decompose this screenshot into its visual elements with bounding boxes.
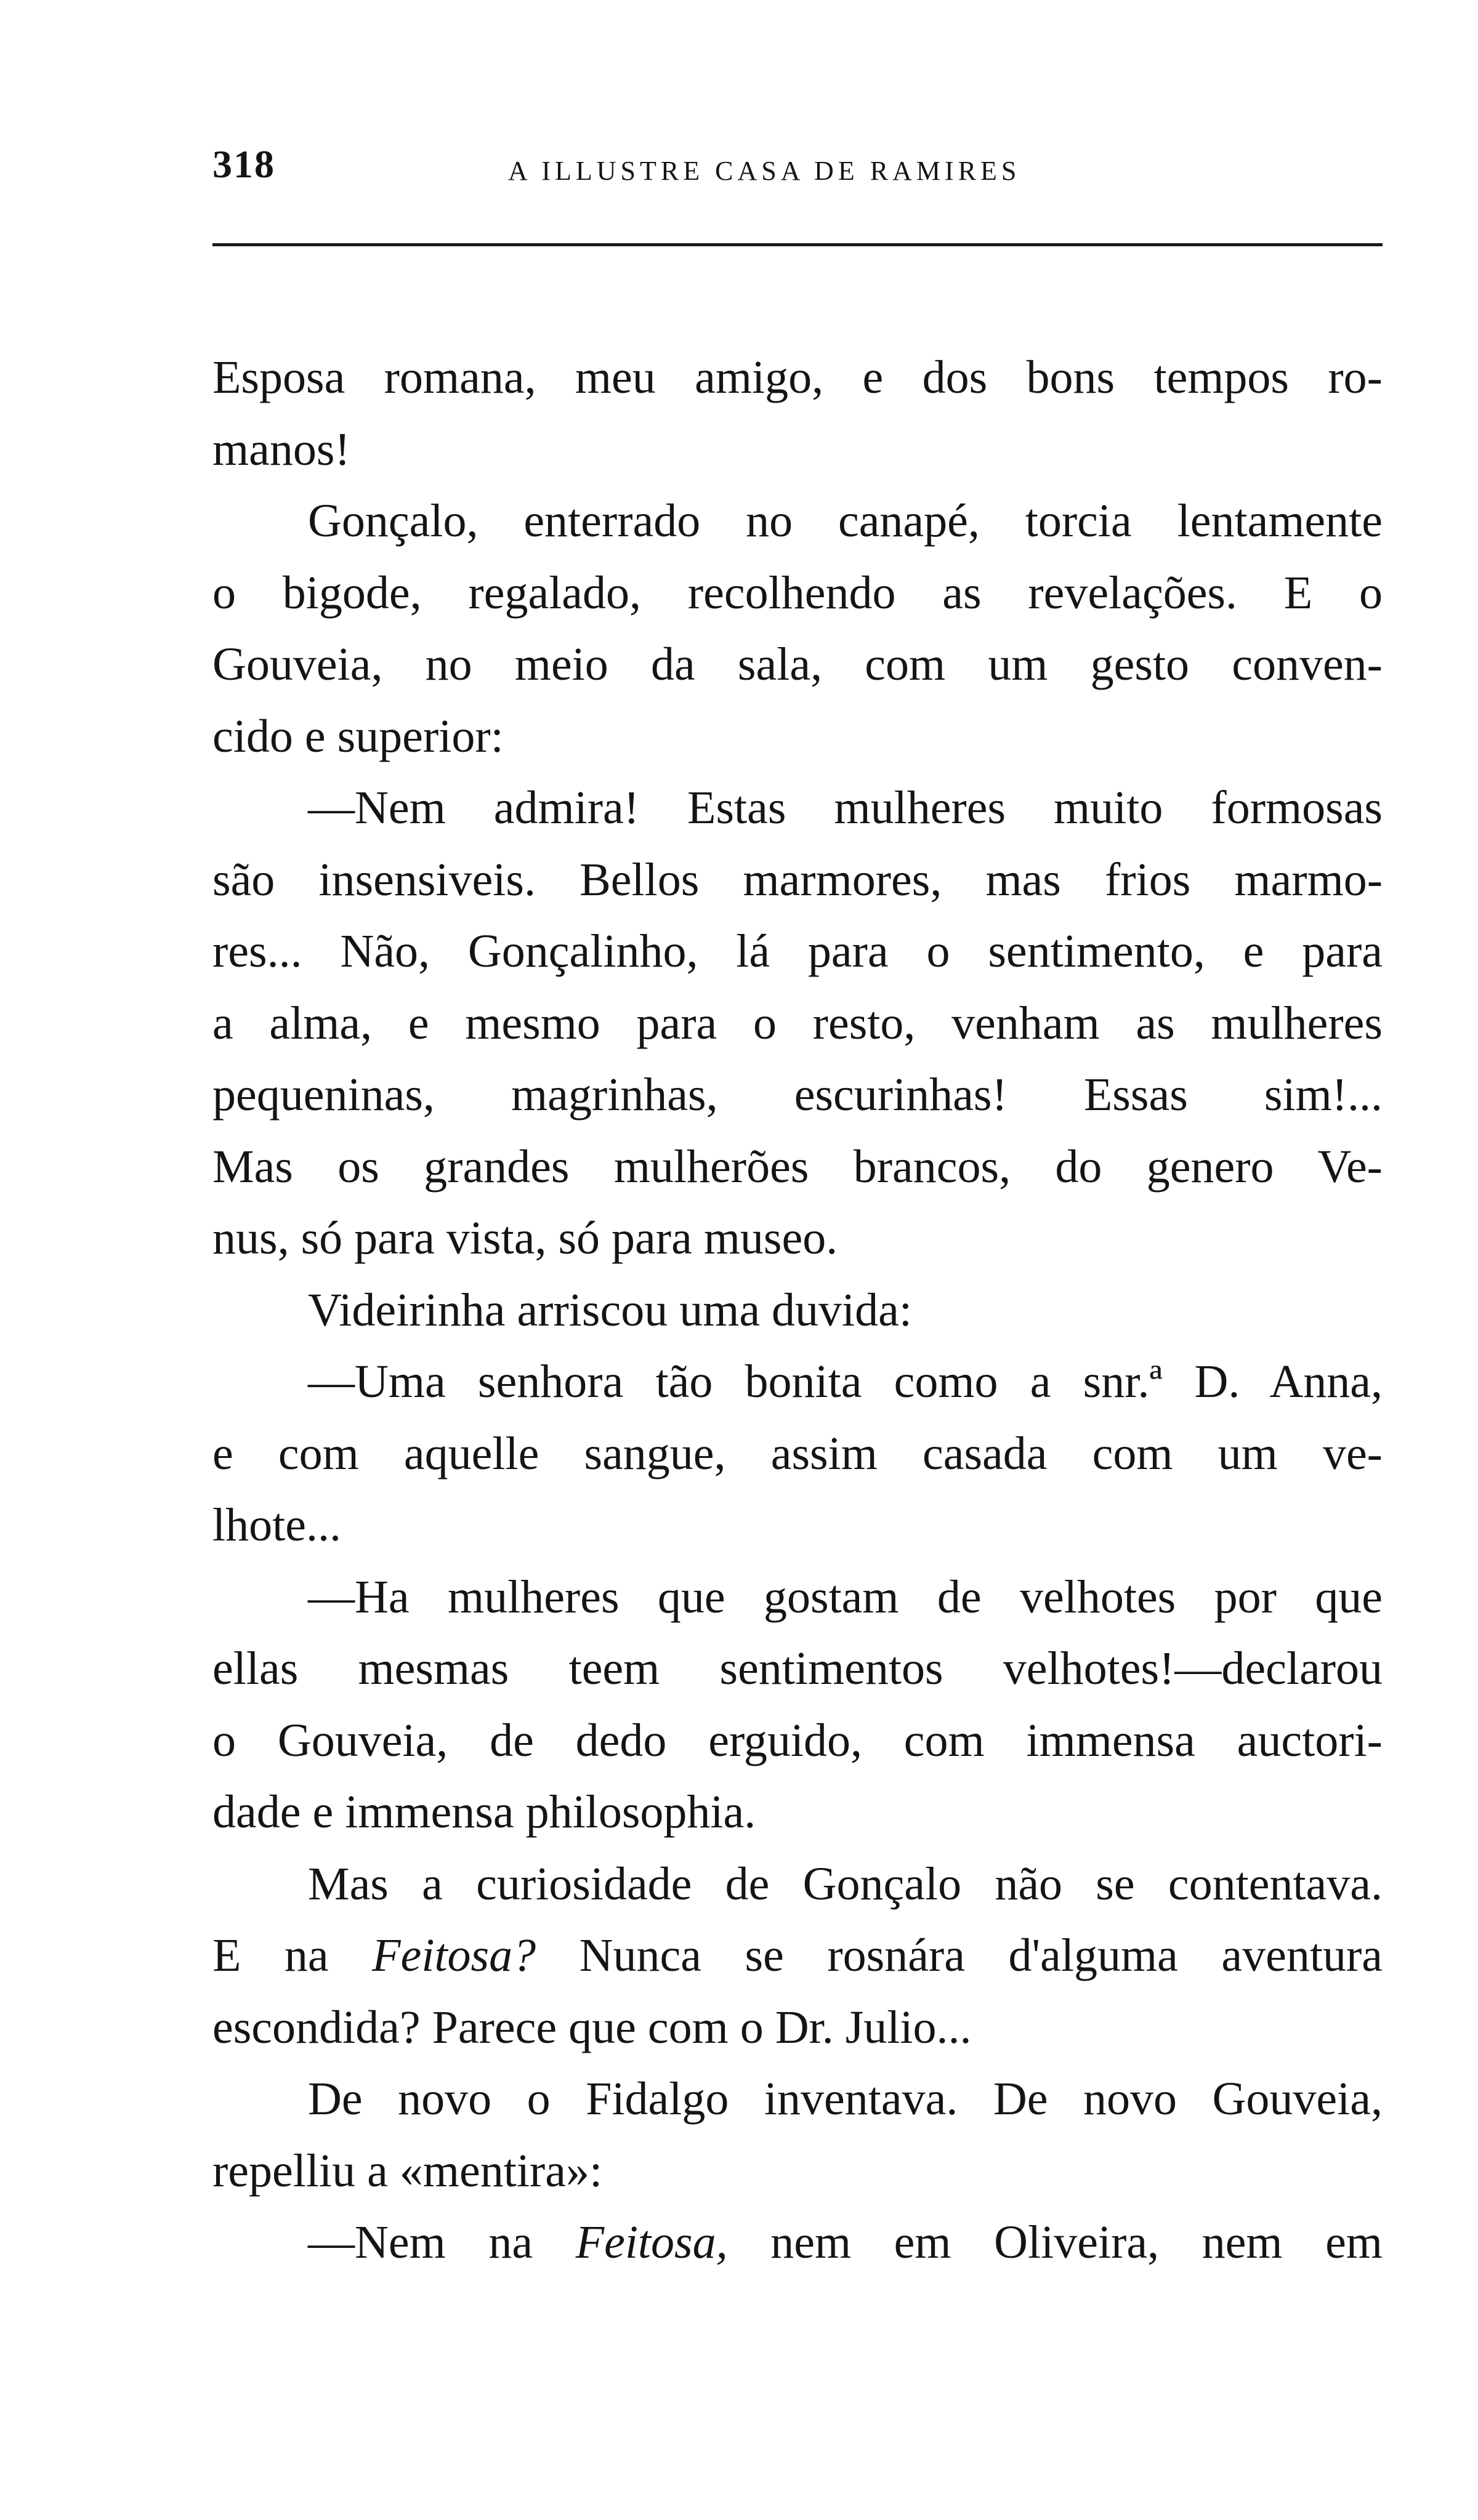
text-line: cido e superior: [212,710,504,762]
text-line: repelliu a «mentira»: [212,2144,603,2197]
text-line: a alma, e mesmo para o resto, venham as mulheres [212,997,1383,1049]
text-line: o Gouveia, de dedo erguido, com immensa auctori- [212,1714,1383,1766]
text-line: o bigode, regalado, recolhendo as revelações. E o [212,566,1383,619]
text-segment: —Nem na [308,2216,576,2268]
text-line: —Ha mulheres que gostam de velhotes por que [308,1571,1383,1623]
text-line: ellas mesmas teem sentimentos velhotes!—declarou [212,1643,1383,1694]
text-line: pequeninas, magrinhas, escurinhas! Essas sim!... [212,1069,1383,1121]
text-line: e com aquelle sangue, assim casada com um ve- [212,1427,1383,1479]
text-line: escondida? Parece que com o Dr. Julio... [212,2001,972,2053]
text-line: Gouveia, no meio da sala, com um gesto conven- [212,638,1383,690]
text-line: Mas os grandes mulherões brancos, do genero Ve- [212,1140,1383,1193]
text-line [212,1920,1383,1992]
running-title: A ILLUSTRE CASA DE RAMIRES [508,156,1021,186]
page-header [212,142,1383,209]
text-line: Mas a curiosidade de Gonçalo não se contentava. [308,1858,1383,1910]
text-line: —Uma senhora tão bonita como a snr.ª D. Anna, [308,1356,1383,1407]
text-line: res... Não, Gonçalinho, lá para o sentimento, e para [212,925,1383,977]
header-rule [212,243,1383,246]
text-line: —Nem admira! Estas mulheres muito formosas [308,782,1383,834]
text-line: Gonçalo, enterrado no canapé, torcia lentamente [308,495,1383,547]
text-line: Videirinha arriscou uma duvida: [308,1284,913,1336]
text-line: De novo o Fidalgo inventava. De novo Gouveia, [308,2073,1383,2125]
text-line: são insensiveis. Bellos marmores, mas frios marmo- [212,853,1383,906]
text-segment: E na [212,1930,373,1981]
body-text [212,342,1383,2279]
text-line: dade e immensa philosophia. [212,1786,756,1838]
text-segment: nem em Oliveira, nem em [727,2216,1383,2268]
italic-place-name: Feitosa, [575,2216,728,2268]
text-line: lhote... [212,1499,341,1551]
text-line: manos! [212,423,350,475]
text-line: Esposa romana, meu amigo, e dos bons tempos ro- [212,352,1383,403]
text-line: nus, só para vista, só para museo. [212,1212,838,1264]
page-number: 318 [212,142,275,186]
text-segment: Nunca se rosnára d'alguma aventura [536,1930,1383,1981]
italic-place-name: Feitosa? [372,1930,536,1981]
text-line [212,2207,1383,2279]
